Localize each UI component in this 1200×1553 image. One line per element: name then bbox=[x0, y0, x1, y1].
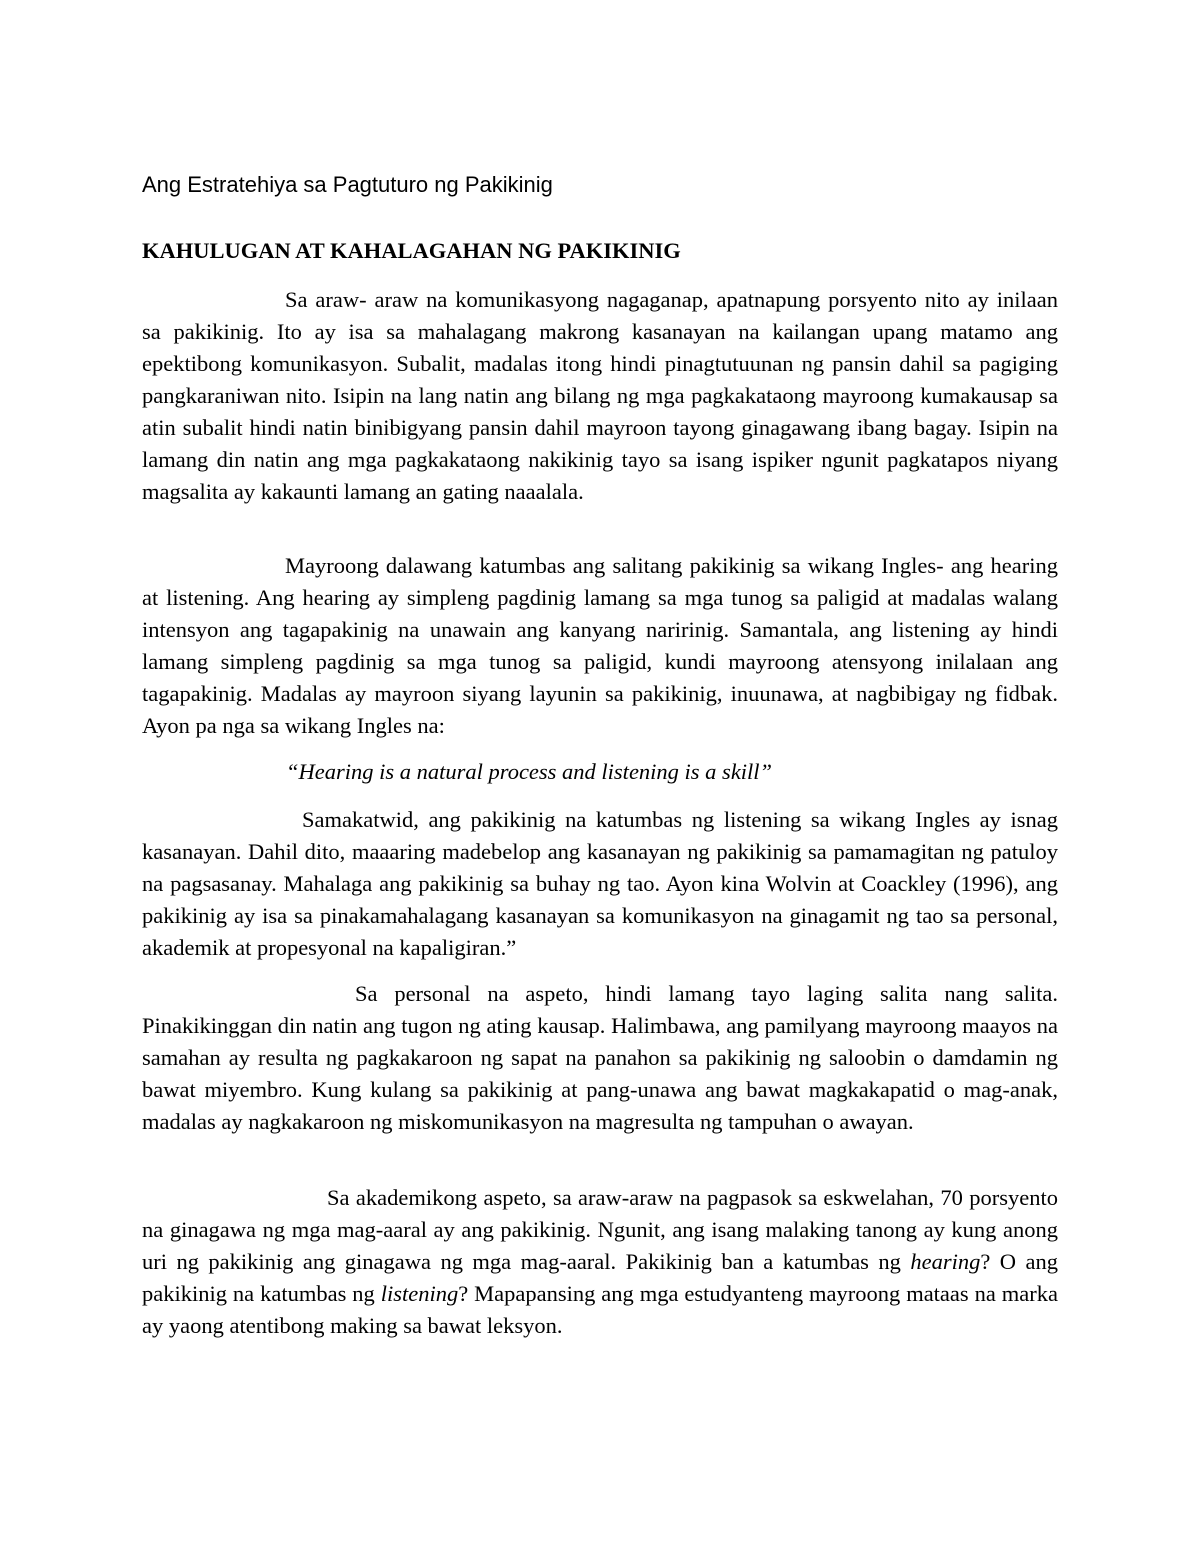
quote: “Hearing is a natural process and listening is a skill” bbox=[286, 759, 773, 784]
paragraph-5-text-3: ? Mapapansing ang mga estudyanteng mayroong mataas na marka ay yaong atentibong making sa bawat leksyon. bbox=[142, 1281, 1058, 1338]
paragraph-5 bbox=[142, 1182, 1058, 1342]
section-heading: KAHULUGAN AT KAHALAGAHAN NG PAKIKINIG bbox=[142, 238, 681, 263]
paragraph-1: Sa araw- araw na komunikasyong nagaganap, apatnapung porsyento nito ay inilaan sa pakikinig. Ito ay isa sa mahalagang makrong kasanayan na kailangan upang matamo ang epektibong komunikasyon. Subalit, madalas itong hindi pinagtutuunan ng pansin dahil sa pagiging pangkaraniwan nito. Isipin na lang natin ang bilang ng mga pagkakataong mayroong kumakausap sa atin subalit hindi natin binibigyang pansin dahil mayroon tayong ginagawang ibang bagay. Isipin na lamang din natin ang mga pagkakataong nakikinig tayo sa isang ispiker ngunit pagkatapos niyang magsalita ay kakaunti lamang an gating naaalala. bbox=[142, 287, 1058, 504]
paragraph-2: Mayroong dalawang katumbas ang salitang pakikinig sa wikang Ingles- ang hearing at listening. Ang hearing ay simpleng pagdinig lamang sa mga tunog sa paligid at madalas walang intensyon ang tagapakinig na unawain ang kanyang naririnig. Samantala, ang listening ay hindi lamang simpleng pagdinig sa mga tunog sa paligid, kundi mayroong atensyong inilalaan ang tagapakinig. Madalas ay mayroon siyang layunin sa pakikinig, inuunawa, at nagbibigay ng fidbak. Ayon pa nga sa wikang Ingles na: bbox=[142, 553, 1058, 738]
paragraph-3: Samakatwid, ang pakikinig na katumbas ng listening sa wikang Ingles ay isnag kasanayan. Dahil dito, maaaring madebelop ang kasanayan ng pakikinig sa pamamagitan ng patuloy na pagsasanay. Mahalaga ang pakikinig sa buhay ng tao. Ayon kina Wolvin at Coackley (1996), ang pakikinig ay isa sa pinakamahalagang kasanayan sa komunikasyon na ginagamit ng tao sa personal, akademik at propesyonal na kapaligiran.” bbox=[142, 807, 1058, 960]
paragraph-5-text-2: ? O ang pakikinig na katumbas ng bbox=[142, 1249, 1058, 1306]
paragraph-5-emphasis-hearing: hearing bbox=[910, 1249, 981, 1274]
paragraph-4: Sa personal na aspeto, hindi lamang tayo laging salita nang salita. Pinakikinggan din natin ang tugon ng ating kausap. Halimbawa, ang pamilyang mayroong maayos na samahan ay resulta ng pagkakaroon ng sapat na panahon sa pakikinig ng saloobin o damdamin ng bawat miyembro. Kung kulang sa pakikinig at pang-unawa ang bawat magkakapatid o mag-anak, madalas ay nagkakaroon ng miskomunikasyon na magresulta ng tampuhan o awayan. bbox=[142, 981, 1058, 1134]
paragraph-5-text-1: Sa akademikong aspeto, sa araw-araw na pagpasok sa eskwelahan, 70 porsyento na ginagawa ng mga mag-aaral ay ang pakikinig. Ngunit, ang isang malaking tanong ay kung anong uri ng pakikinig ang ginagawa ng mga mag-aaral. Pakikinig ban a katumbas ng bbox=[142, 1185, 1058, 1274]
document-title: Ang Estratehiya sa Pagtuturo ng Pakikinig bbox=[142, 172, 553, 197]
paragraph-5-emphasis-listening: listening bbox=[380, 1281, 459, 1306]
